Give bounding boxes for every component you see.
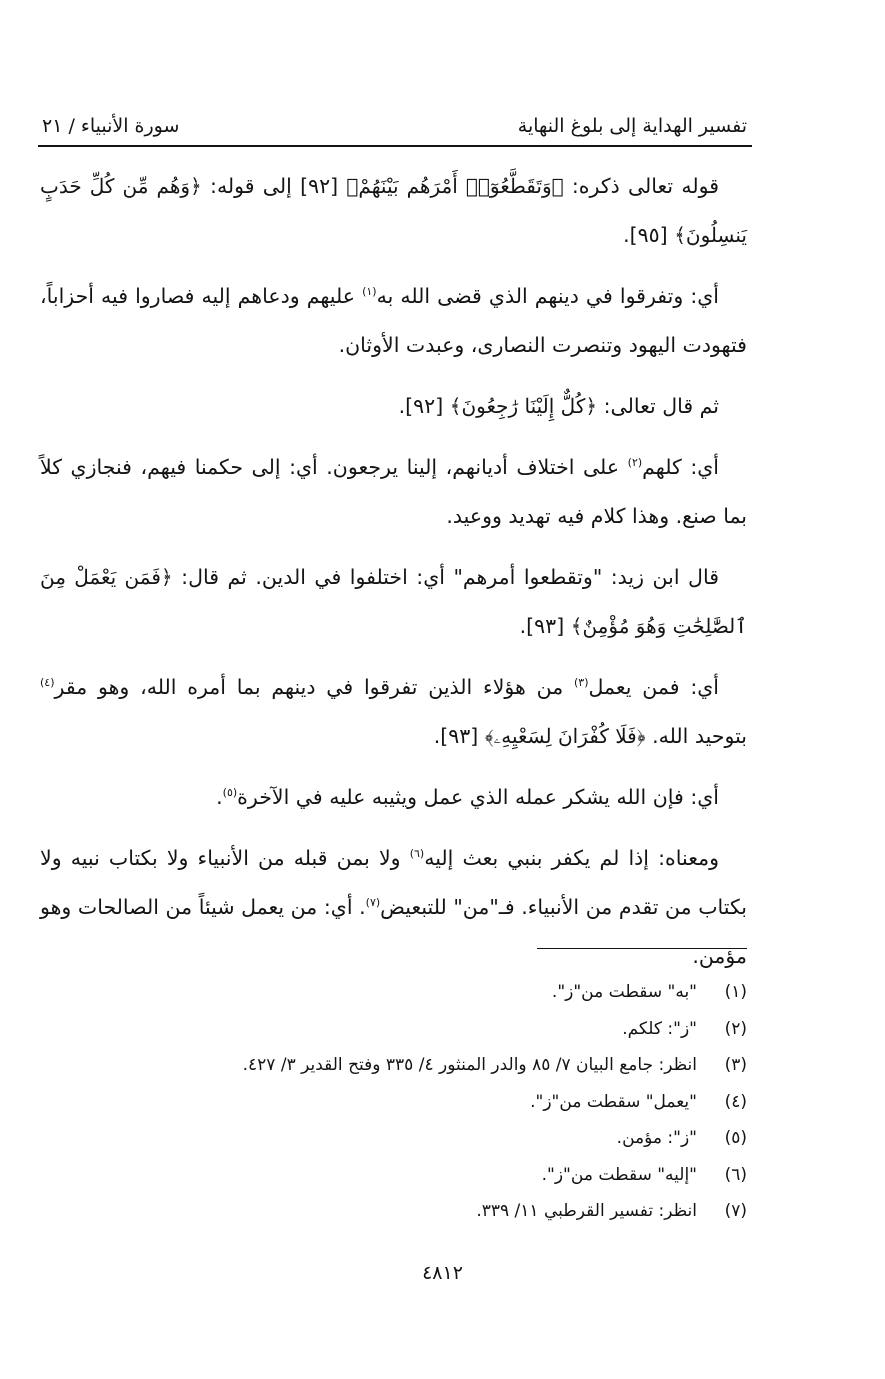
verse-number: [٩٢]. [398,394,444,418]
footnote-number: (٥) [724,1128,747,1148]
quran-verse: ﴿وَهُم مِّن كُلِّ حَدَبٍ يَنسِلُونَ﴾ [40,174,747,247]
footnote-number: (٣) [724,1055,747,1075]
footnote-number: (٧) [724,1201,747,1221]
footnote-text: "ز": كلكم. [622,1018,697,1039]
paragraph-5 [40,553,747,651]
text-run: ومعناه: إذا لم يكفر بنبي بعث إليه [424,846,719,870]
footnote-text: "به" سقطت من"ز". [551,982,697,1002]
footnote-divider [537,948,747,949]
page-number: ٤٨١٢ [422,1262,463,1284]
quran-verse: ﴿كُلٌّ إِلَيْنَا رَٰجِعُونَ﴾ [449,394,598,418]
footnote-item [40,1084,747,1121]
book-title: تفسير الهداية إلى بلوغ النهاية [517,115,747,137]
footnote-number: (٦) [724,1164,747,1185]
text-run: أي: فمن يعمل [588,675,719,699]
footnote-item [40,1120,747,1157]
footnotes [40,974,747,1230]
paragraph-6 [40,663,747,761]
footnote-item [40,1157,747,1194]
running-header [42,112,747,140]
footnote-ref[interactable]: (٣) [573,676,589,690]
text-run: ولا بمن قبله من الأنبياء ولا بكتاب نبيه ولا بكتاب من تقدم من الأنبياء. فـ"من" للتبعيض [40,846,747,919]
footnote-text: انظر: جامع البيان ٧/ ٨٥ والدر المنثور ٤/ ٣٣٥ وفتح القدير ٣/ ٤٢٧. [242,1055,697,1075]
footnote-ref[interactable]: (١) [362,285,377,299]
text-run: من هؤلاء الذين تفرقوا في دينهم بما أمره الله، وهو مقر [54,675,564,699]
text-run: . أي: من يعمل شيئاً من الصالحات وهو مؤمن. [40,895,747,968]
footnote-text: انظر: تفسير القرطبي ١١/ ٣٣٩. [476,1201,697,1221]
paragraph-1 [40,162,747,260]
verse-number: [٩٢] [300,174,339,198]
quran-verse: ﴿وَتَقَطَّعُوٓا۟ أَمْرَهُم بَيْنَهُمْ﴾ [346,174,564,198]
paragraph-8 [40,834,747,981]
text-run: عليهم ودعاهم إليه فصاروا فيه أحزاباً، فتهودت اليهود وتنصرت النصارى، وعبدت الأوثان. [40,284,747,357]
paragraph-3 [40,382,747,431]
footnote-text: "يعمل" سقطت من"ز". [530,1091,697,1112]
text-run: أي: فإن الله يشكر عمله الذي عمل ويثيبه عليه في الآخرة [237,785,719,809]
paragraph-2 [40,272,747,370]
verse-number: [٩٥]. [623,223,668,247]
text-run: أي: كلهم [642,455,719,479]
footnote-item [40,1193,747,1230]
text-run: . [216,785,223,809]
footnote-ref[interactable]: (٥) [222,786,238,800]
footnote-item [40,974,747,1011]
footnote-ref[interactable]: (٧) [365,896,381,910]
text-run: بتوحيد الله. [652,724,747,748]
text-run: أي: وتفرقوا في دينهم الذي قضى الله به [376,284,719,308]
paragraph-4 [40,443,747,541]
footnote-number: (١) [724,982,747,1002]
footnote-text: "ز": مؤمن. [616,1128,697,1148]
text-run: ثم قال تعالى: [603,394,719,418]
text-run: قال ابن زيد: "وتقطعوا أمرهم" أي: اختلفوا في الدين. ثم قال: [181,565,719,589]
paragraph-7 [40,773,747,822]
main-text [40,162,747,993]
footnote-item [40,1047,747,1084]
footnote-ref[interactable]: (٦) [409,847,425,861]
quran-verse: ﴿فَمَن يَعْمَلْ مِنَ ٱلصَّٰلِحَٰتِ وَهُوَ مُؤْمِنٌ﴾ [40,565,747,638]
header-divider [38,145,752,147]
surah-reference: سورة الأنبياء / ٢١ [42,115,180,137]
quran-verse: ﴿فَلَا كُفْرَانَ لِسَعْيِهِۦ﴾ [484,724,646,748]
footnote-ref[interactable]: (٤) [40,676,55,690]
text-run: قوله تعالى ذكره: [571,174,719,198]
text-run: على اختلاف أديانهم، إلينا يرجعون. أي: إلى حكمنا فيهم، فنجازي كلاً بما صنع. وهذا كلام فيه تهديد ووعيد. [40,455,747,528]
verse-number: [٩٣]. [519,614,565,638]
footnote-ref[interactable]: (٢) [627,456,643,470]
verse-number: [٩٣]. [433,724,479,748]
footnote-number: (٢) [724,1018,747,1039]
footnote-number: (٤) [724,1091,747,1112]
footnote-text: "إليه" سقطت من"ز". [541,1164,697,1185]
text-run: إلى قوله: [210,174,292,198]
footnote-item [40,1011,747,1048]
